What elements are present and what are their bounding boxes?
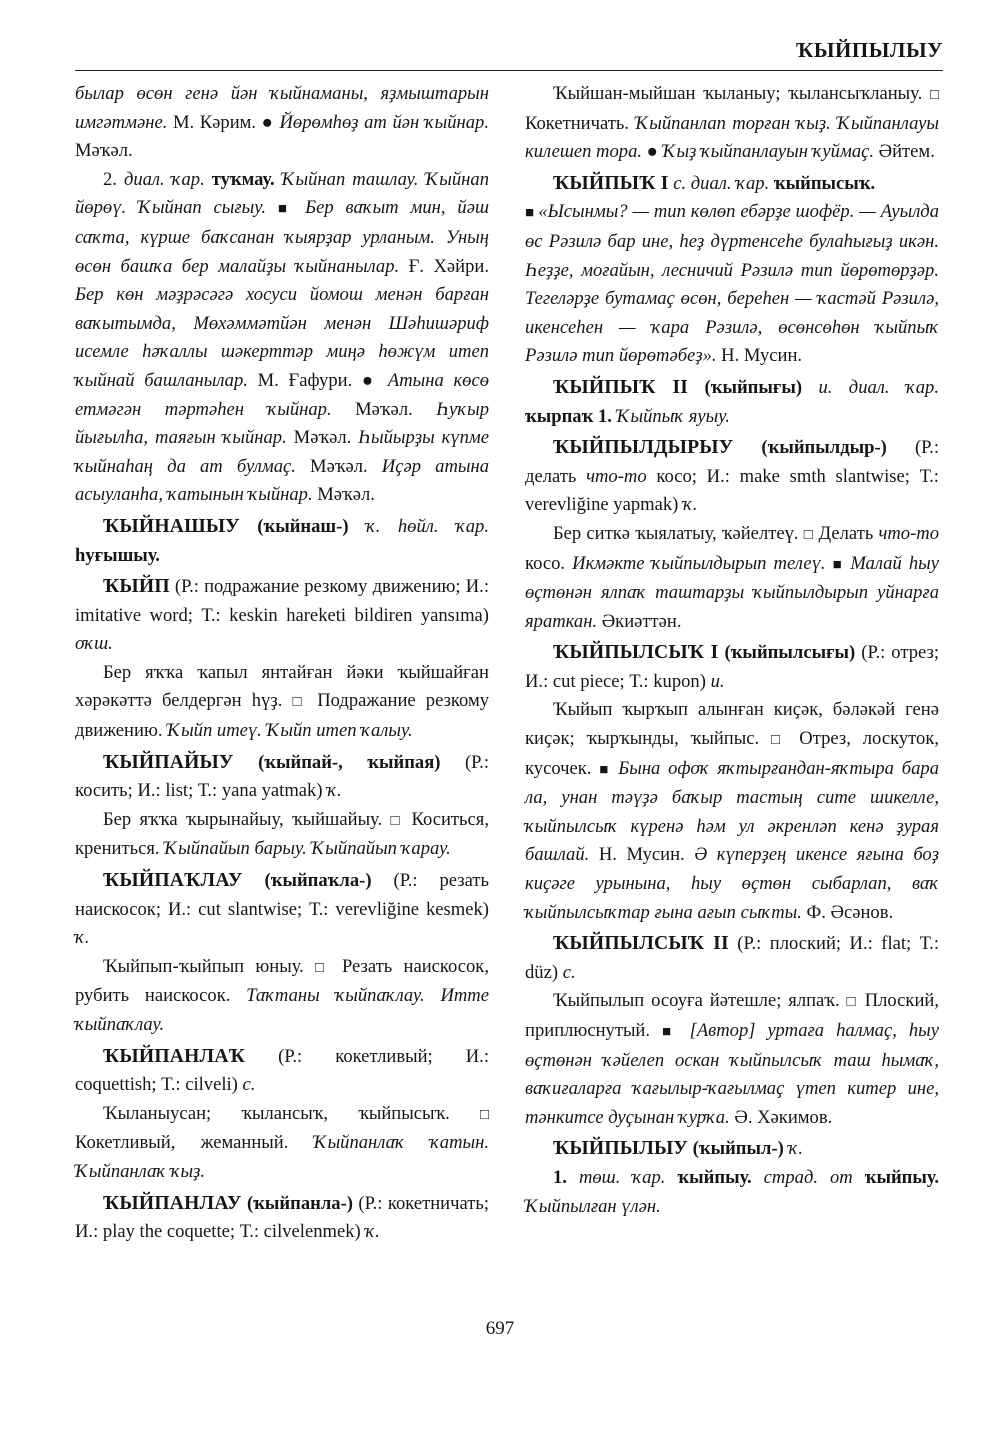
word-forms: (ҡыйпаҡла-) xyxy=(242,870,394,892)
example-text: Ҡыйпылған үлән. xyxy=(525,1195,661,1217)
entry-kyipylyu xyxy=(525,1135,939,1164)
grammar-label: с. xyxy=(562,961,576,983)
example-text: Ҡыйнап ташлау. Ҡыйнап йөрөү. Ҡыйнап сығыу. xyxy=(75,168,489,219)
grammar-label: и. xyxy=(710,670,725,692)
page-header xyxy=(75,30,943,71)
entry-kyipanlau xyxy=(75,1190,489,1247)
source-ref: Әкиәттән. xyxy=(597,610,682,632)
grammar-label: ҡ. һөйл. ҡар. xyxy=(365,515,489,537)
definition xyxy=(525,80,939,167)
quote-paragraph xyxy=(525,198,939,371)
definition xyxy=(525,987,939,1132)
left-paragraph-1 xyxy=(75,80,489,166)
russian-gloss: Плоский, приплюснутый. xyxy=(525,990,940,1041)
quote-text: Ә күперҙең икенсе яғына боҙ киҫәге урынына, һыу өҫтөн сыбарлап, ваҡ ҡыйпылсыҡтар ғына ағып сыҡты. xyxy=(525,844,939,923)
white-square-icon: □ xyxy=(846,994,858,1011)
quote-text: [Автор] уртаға һалмаҫ, һыу өҫтөнән ҡәйелеп оскан ҡыйпылсыҡ таш һымаҡ, ваҡиғаларға ҡағылыр-ҡағылмаҫ үтеп китер ине, тәнкитсе дуҫынан ҡурҡа. xyxy=(525,1020,939,1128)
translations: (Р.: кокетливый; И.: coquettish; Т.: cilveli) xyxy=(75,1045,489,1096)
translations-italic: что-то xyxy=(586,465,647,487)
definition-text: Ҡыйпып-ҡыйпып юныу. xyxy=(103,955,316,977)
definition-text: Бер яҡҡа ҡапыл янтайған йәки ҡыйшайған хәрәкәттә белдергән һүҙ. xyxy=(75,661,489,712)
sense-number: 2. xyxy=(103,168,124,190)
translations: косо; И.: make smth slantwise; Т.: verevliğine yapmak) xyxy=(525,465,939,516)
headword: ҠЫЙПЫЛДЫРЫУ xyxy=(553,437,734,459)
grammar-label: ҡ. xyxy=(327,780,342,802)
definition xyxy=(75,806,489,864)
quote-text: Бына офоҡ яҡтырғандан-яҡтыра бара ла, унан тәүҙә баҡыр тастың сите шикелле, ҡыйпылсыҡ күренә һәм ул әкренләп кенә ҙурая башлай. xyxy=(525,757,939,866)
word-forms: (ҡыйпанла-) xyxy=(241,1192,359,1214)
translations: (Р.: отрез; И.: cut piece; Т.: kupon) xyxy=(525,642,939,692)
headword: ҠЫЙПЫЛЫУ xyxy=(553,1138,689,1160)
example-text: Ҡыйпанлаҡ ҡатын. Ҡыйпанлаҡ ҡыҙ. xyxy=(75,1132,489,1182)
author-ref: Ә. Хәкимов. xyxy=(729,1106,833,1128)
proverb-text: Иҫәр атына асыуланһа, ҡатынын ҡыйнар. xyxy=(75,455,489,506)
entry-kyipaklau xyxy=(75,867,489,953)
quote-text: Бер көн мәҙрәсәгә хосуси йомош менән барған ваҡытымда, Мөхәммәтйән менән Шәһишәриф исемле һәҡаллы шәкерттәр миңә һөжүм итеп ҡыйнай башланылар. xyxy=(75,284,489,391)
source-ref: Мәҡәл. xyxy=(75,140,133,162)
quote-text: Бер ваҡыт мин, йәш саҡта, күрше баҡсанан ҡыярҙар урланым. Уның өсөн башҡа бер малайҙы ҡыйнанылар. xyxy=(75,197,489,277)
cross-ref: ҡырпаҡ 1. xyxy=(525,405,617,427)
proverb-text: Йөрөмһөҙ ат йән ҡыйнар. xyxy=(279,111,489,133)
grammar-label: с. диал. ҡар. xyxy=(668,172,774,194)
russian-gloss: Подражание резкому движению. xyxy=(75,690,490,742)
russian-gloss: Коситься, крениться. xyxy=(75,808,489,860)
quote-text: «Ысынмы? — тип көлөп ебәрҙе шофёр. — Ауылда өс Рәзилә бар ине, һеҙ дүртенсеһе булаһығыҙ икән. Һеҙҙе, моғайын, лесничий Рәзилә тип йөрөтөрҙәр. Тегеләрҙе бутамаҫ өсөн, береһен — ҡастәй Рәзилә, икенсеһен — ҡара Рәзилә, өсөнсөһөн ҡыйпыҡ Рәзилә тип йөрөтәбеҙ». xyxy=(525,201,940,367)
white-square-icon: □ xyxy=(292,694,308,711)
grammar-label: ҡ. xyxy=(682,494,698,516)
entry-kyipyldyryu xyxy=(525,434,939,520)
author-ref: Ф. Әсәнов. xyxy=(801,901,894,923)
grammar-label: ҡ. xyxy=(365,1221,380,1243)
headword: ҠЫЙПЫҠ I xyxy=(553,172,669,194)
entry-kyipyk-1 xyxy=(525,170,939,199)
black-square-icon: ■ xyxy=(832,556,851,573)
running-head: ҠЫЙПЫЛЫУ xyxy=(796,38,943,62)
quote-text: Малай һыу өҫтөнән ялпаҡ таштарҙы ҡыйпылдырып уйнарға яраткан. xyxy=(525,552,940,632)
grammar-label: оҡш. xyxy=(75,633,113,655)
grammar-label: диал. ҡар. xyxy=(123,168,212,190)
definition-text: Бер ситкә ҡыялатыу, ҡәйелтеү. xyxy=(553,522,804,544)
source-ref: Мәҡәл. xyxy=(286,427,359,449)
bullet-icon: ● xyxy=(261,111,280,133)
definition xyxy=(75,1100,489,1187)
example-text: Ҡыйпанлап торған ҡыҙ. Ҡыйпанлауы килешеп тора. xyxy=(525,112,939,163)
example-text: Таҡтаны ҡыйпаҡлау. Итте ҡыйпаҡлау. xyxy=(75,985,489,1035)
cross-ref: туҡмау. xyxy=(211,168,282,190)
word-forms: (ҡыйнаш-) xyxy=(239,515,366,537)
translations: (Р.: резать наискосок; И.: cut slantwise; Т.: verevliğine kesmek) xyxy=(75,870,489,920)
sense-2 xyxy=(75,166,489,510)
proverb-text: Һыйырҙы күпме ҡыйнаһаң да ат булмаҫ. xyxy=(75,427,490,477)
black-square-icon: ■ xyxy=(599,761,619,778)
translations: (Р.: кокетничать; И.: play the coquette; Т.: cilvelenmek) xyxy=(75,1192,489,1243)
definition-text: Ҡыланыусан; ҡылансыҡ, ҡыйпысыҡ. xyxy=(103,1102,480,1124)
definition xyxy=(75,953,489,1040)
black-square-icon: ■ xyxy=(277,201,306,218)
word-forms: (ҡыйпыл-) xyxy=(688,1138,789,1160)
entry-kyinashyu xyxy=(75,513,489,570)
left-column xyxy=(75,80,489,1247)
definition-text: Ҡыйшан-мыйшан ҡыланыу; ҡылансыҡланыу. xyxy=(553,83,930,104)
entry-kyipanlak xyxy=(75,1043,489,1100)
cross-ref: ҡыйпысыҡ. xyxy=(773,172,876,194)
proverb-text: Һуҡыр йығылһа, таяғын ҡыйнар. xyxy=(75,398,489,449)
entry-kyipylsyk-2 xyxy=(525,930,939,987)
russian-gloss: Делать xyxy=(813,522,879,544)
grammar-label: ҡ. xyxy=(788,1138,803,1160)
entry-kyipayyu xyxy=(75,749,489,806)
definition-text: Ҡыйпылып осоуға йәтешле; ялпаҡ. xyxy=(553,990,847,1012)
headword: ҠЫЙПЫҠ II xyxy=(553,376,689,398)
translations: (Р.: делать xyxy=(525,437,939,487)
word-forms: (ҡыйпығы) xyxy=(688,376,819,398)
word-forms: (ҡыйпылсығы) xyxy=(718,642,862,664)
russian-gloss-italic: что-то xyxy=(878,522,939,544)
example-text: Ҡыйп итеү. Ҡыйп итеп ҡалыу. xyxy=(167,720,413,742)
definition xyxy=(525,520,939,636)
author-ref: Ғ. Хәйри. xyxy=(399,255,489,277)
right-column xyxy=(525,80,939,1221)
bullet-icon: ● xyxy=(361,369,388,391)
source-ref: Әйтем. xyxy=(874,141,935,163)
proverb-text: Ҡыҙ ҡыйпанлауын ҡуймаҫ. xyxy=(662,141,875,163)
grammar-label: с. xyxy=(242,1074,256,1096)
translations: (Р.: подражание резкому движению; И.: imitative word; Т.: keskin hareketi bildiren yansıma) xyxy=(75,576,489,626)
black-square-icon: ■ xyxy=(525,205,539,222)
headword: ҠЫЙПАҠЛАУ xyxy=(103,870,243,892)
author-ref: Н. Мусин. xyxy=(589,844,695,866)
source-ref: Мәҡәл. xyxy=(295,455,382,477)
bullet-icon: ● xyxy=(646,141,663,163)
author-ref: М. Кәрим. xyxy=(167,111,262,133)
headword: ҠЫЙП xyxy=(103,576,170,598)
white-square-icon: □ xyxy=(771,732,788,749)
headword: ҠЫЙПАНЛАҠ xyxy=(103,1045,246,1067)
grammar-label: ҡ. xyxy=(75,927,90,949)
white-square-icon: □ xyxy=(929,87,939,103)
definition-text: Ҡыйып ҡырҡып алынған киҫәк, бәләкәй генә киҫәк; ҡырҡынды, ҡыйпыс. xyxy=(525,699,939,750)
definition-text: Бер яҡҡа ҡырынайыу, ҡыйшайыу. xyxy=(103,808,391,830)
headword: ҠЫЙПАЙЫУ xyxy=(103,751,234,773)
entry-kyip xyxy=(75,573,489,659)
sense-number: 1. xyxy=(553,1166,579,1188)
entry-kyipyk-2 xyxy=(525,374,939,431)
proverb-text: Атына көсө етмәгән тәртәһен ҡыйнар. xyxy=(75,369,490,420)
translations: (Р.: косить; И.: list; Т.: yana yatmak) xyxy=(75,751,489,802)
white-square-icon: □ xyxy=(803,526,814,543)
cross-ref: ҡыйпыу. xyxy=(864,1166,939,1188)
author-ref: М. Ғафури. xyxy=(247,369,362,391)
russian-gloss: Кокетливый, жеманный. xyxy=(75,1132,314,1154)
white-square-icon: □ xyxy=(479,1106,489,1123)
russian-gloss: Отрез, лоскуток, кусочек. xyxy=(525,728,939,779)
cross-ref: һуғышыу. xyxy=(75,544,160,566)
russian-gloss: Резать наискосок, рубить наискосок. xyxy=(75,955,489,1007)
author-ref: Н. Мусин. xyxy=(716,345,803,367)
word-forms: (ҡыйпай-, ҡыйпая) xyxy=(233,751,465,773)
headword: ҠЫЙПЫЛСЫҠ I xyxy=(553,642,719,664)
sense-1 xyxy=(525,1164,939,1221)
grammar-label: страд. от xyxy=(763,1166,865,1188)
russian-gloss: Кокетничать. xyxy=(525,112,636,134)
cross-ref: ҡыйпыу. xyxy=(677,1166,764,1188)
page-number: 697 xyxy=(485,1318,515,1339)
russian-gloss: косо. xyxy=(525,552,573,574)
example-text: Ҡыйпыҡ яуыу. xyxy=(616,405,730,427)
headword: ҠЫЙНАШЫУ xyxy=(103,515,240,537)
example-text: Ҡыйпайып барыу. Ҡыйпайып ҡарау. xyxy=(164,838,451,860)
definition xyxy=(525,696,939,927)
grammar-label: и. диал. ҡар. xyxy=(818,376,940,398)
example-text: Икмәкте ҡыйпылдырып телеү. xyxy=(572,552,833,574)
headword: ҠЫЙПЫЛСЫҠ II xyxy=(553,933,729,955)
headword: ҠЫЙПАНЛАУ xyxy=(103,1192,242,1214)
grammar-label: төш. ҡар. xyxy=(578,1166,678,1188)
definition xyxy=(75,659,489,746)
black-square-icon: ■ xyxy=(662,1024,690,1040)
white-square-icon: □ xyxy=(315,959,331,976)
source-ref: Мәҡәл. xyxy=(312,484,375,506)
translations: (Р.: плоский; И.: flat; Т.: düz) xyxy=(525,933,939,983)
entry-kyipylsyk-1 xyxy=(525,639,939,696)
example-text: былар өсөн генә йән ҡыйнаманы, яҙмыштарын имгәтмәне. xyxy=(75,83,489,133)
source-ref: Мәҡәл. xyxy=(331,398,437,420)
white-square-icon: □ xyxy=(390,812,404,829)
word-forms: (ҡыйпылдыр-) xyxy=(733,437,915,459)
